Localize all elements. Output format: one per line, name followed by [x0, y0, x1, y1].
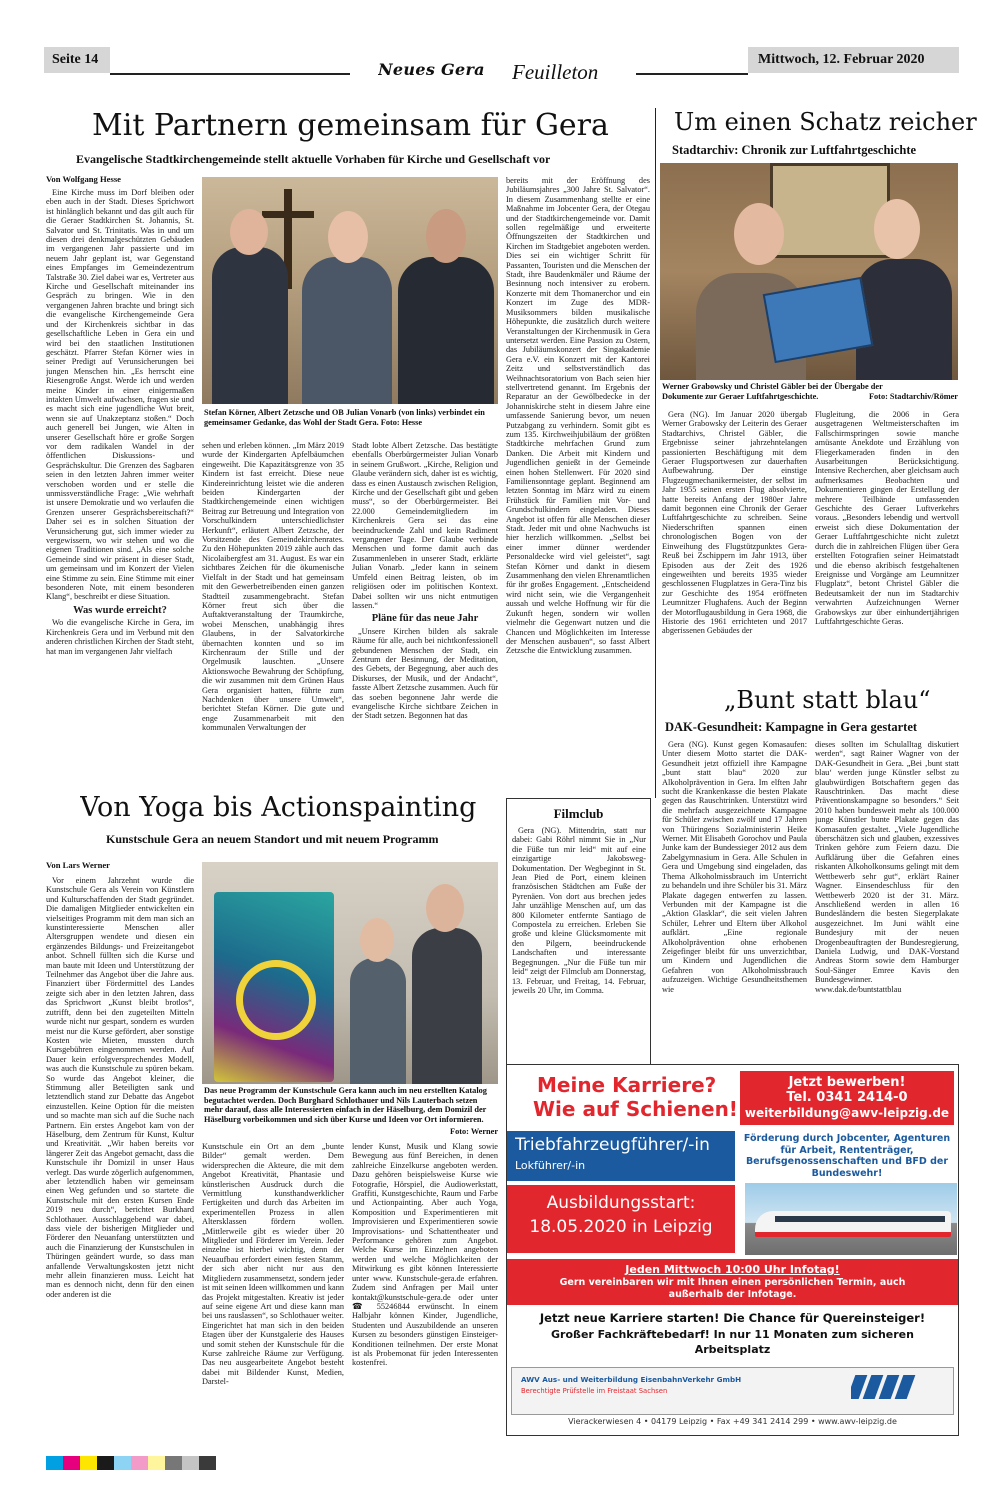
- article4-column-1: [46, 876, 194, 1438]
- color-swatch: [182, 1456, 199, 1470]
- article1-column-4: [506, 176, 650, 786]
- ad-phone: Tel. 0341 2414-0: [786, 1090, 908, 1105]
- column-rule: [655, 108, 656, 798]
- article1-text-2: sehen und erleben können. „Im März 2019 wurde der Kindergarten Apfelbäumchen eingeweiht. Die Kapazitätsgrenze von 35 Kindern ist fast erreicht. Diese neue Kindereinrichtung leistet wie die anderen beiden Kindergarten der Stadtkirchengemeinde einen wichtigen Beitrag zur Betreuung und Integration von Vorschulkindern unterschiedlichster Herkunft“, erläutert Albert Zetzsche, der Vorsitzende des Gemeindekirchenrates. Zu den Höhepunkten 2019 zähle auch das Nicolaibergfest am 31. August. Es war ein sichtbares Zeichen für die ökumenische Vielfalt in der Stadt und hat gemeinsam mit den Gewerbetreibenden einen ganzen Stadtteil zusammengebracht. Stefan Körner freut sich über die Auftaktveranstaltung der Traumkirche, wobei Menschen, unabhängig ihres Glaubens, in der Salvatorkirche übernachten konnten und so im Kirchenraum der Stille und der Orgelmusik lauschten. „Unsere Aktionswoche Bewahrung der Schöpfung, die wir zusammen mit dem Grünen Haus Gera organisiert hatten, führte zum Nachdenken über unsere Umwelt“, berichtet Stefan Körner. Die gute und enge Zusammenarbeit mit den kommunalen Verwaltungen der: [202, 441, 344, 733]
- ad-cta-title: Jetzt bewerben!: [788, 1075, 906, 1090]
- article3-column-1: [662, 740, 807, 1044]
- header-rule-left: [110, 73, 350, 75]
- article1-text-3: Stadt lobte Albert Zetzsche. Das bestätigte ebenfalls Oberbürgermeister Julian Vonarb in seinem Grußwort. „Kirche, Religion und Glaube verändern sich, daher ist es wichtig, dass es einen Austausch zwischen Religion, Kirche und der Gesellschaft gibt und geben muss“, so der Oberbürgermeister. Bei 22.000 Gemeindemitgliedern im Kirchenkreis Gera sei das eine beeindruckende Zahl und kein Radiment vergangener Tage. Der Glaube verbinde Menschen und forme damit auch das Zusammenleben in unserer Stadt, erklärte Julian Vonarb. „Jeder kann in seinem Umfeld einen Beitrag leisten, ob im religiösen oder im politischen Kontext. Dabei sollten wir uns nicht entmutigen lassen.“: [352, 441, 498, 610]
- ad-company: AWV Aus- und Weiterbildung EisenbahnVerkehr GmbH: [521, 1375, 742, 1384]
- filmclub-body: [512, 826, 646, 1066]
- article4-subhead: Kunstschule Gera an neuem Standort und mit neuem Programm: [106, 832, 439, 846]
- article2-text-2: Flugleitung, die 2006 in Gera ausgetragenen Weltmeisterschaften im Fallschirmspringen sowie manche amüsante Anekdote und Erzählung von Fliegerkameraden finden in den Ausarbeitungen Berücksichtigung. Intensive Recherchen, aber gleichsam auch aufmerksames Beobachten und Dokumentieren gingen der Erstellung der mehrere Teilbände umfassenden Geschichte des Geraer Luftverkehrs voraus. „Besonders lebendig und wertvoll erweist sich diese Dokumentation der Geraer Luftfahrtgeschichte nicht zuletzt durch die in zahlreichen Flügen über Gera erstellten Fotografien seiner Heimatstadt und die ebenso akribisch festgehaltenen Ereignisse und Vorgänge am Leumnitzer Flugplatz“, betont Christel Gäbler die Bedeutsamkeit der nun im Stadtarchiv verwahrten Aufzeichnungen Werner Grabowskys zur über einhundertjährigen Luftfahrtgeschichte Geras.: [815, 410, 959, 626]
- color-swatch: [80, 1456, 97, 1470]
- article1-column-2: [202, 441, 344, 761]
- ad-infotag: Jeden Mittwoch 10:00 Uhr Infotag!: [625, 1263, 840, 1276]
- color-swatch: [46, 1456, 63, 1470]
- article3-text-2: dieses sollten im Schulalltag diskutiert werden“, sagt Rainer Wagner von der DAK-Gesundheit in Gera. „Bei ‚bunt statt blau‘ werden junge Künstler selbst zu glaubwürdigen Botschaftern gegen das Rauschtrinken. Das macht diese Präventionskampagne so besonders.“ Seit 2010 haben bundesweit mehr als 100.000 junge Künstler bunte Plakate gegen das Komasaufen gestaltet. „Viele Jugendliche überschätzen sich und glauben, exzessives Trinken gehöre zum Feiern dazu. Die Aufklärung über die Gefahren eines riskanten Alkoholkonsums gelingt mit dem Wettbewerb sehr gut“, erklärt Rainer Wagner. Einsendeschluss für den Wettbewerb 2020 ist der 31. März. Anschließend werden in allen 16 Bundesländern die besten Siegerplakate ausgezeichnet. Im Juni wählt eine Bundesjury mit der neuen Drogenbeauftragten der Bundesregierung, Daniela Ludwig, und DAK-Vorstand Andreas Storm sowie dem Hamburger Soul-Sänger Emree Kavis den Bundesgewinner. www.dak.de/buntstattblau: [815, 740, 959, 994]
- article4-text-3: lender Kunst, Musik und Klang sowie Bewegung aus fünf Bereichen, in denen zahlreiche Einzelkurse angeboten werden. Dazu gehören beispielsweise Kurse wie Fotografie, Hörspiel, die Audiowerkstatt, Graffiti, Kunstgeschichte, Raum und Farbe und Actionpainting. Aber auch Yoga, Komposition und Experimentieren mit Improvisieren und Experimentieren sowie Improvisations- und Schattentheater und Performance gehören zum Angebot. Welche Kurse im Einzelnen angeboten werden und welche Möglichkeiten der Mitwirkung es gibt können Interessierte unter www. Kunstschule-gera.de erfahren. Zudem sind Anfragen per Mail unter kontakt@kunstschule-gera.de oder unter ☎ 55246844 erwünscht. In einem Halbjahr können Kinder, Jugendliche, Studenten und Auszubildende an unseren Kursen zu besonders günstigen Einsteiger-Konditionen teilnehmen. Der erste Monat ist als Probemonat für jeden Interessenten kostenfrei.: [352, 1142, 498, 1368]
- article2-headline: Um einen Schatz reicher: [674, 108, 977, 136]
- article1-subhead: Evangelische Stadtkirchengemeinde stellt aktuelle Vorhaben für Kirche und Gesellschaft vor: [76, 152, 551, 166]
- article4-author: Von Lars Werner: [46, 860, 110, 870]
- article4-photo: [202, 862, 498, 1084]
- section-title: Feuilleton: [512, 60, 599, 84]
- color-swatch: [199, 1456, 216, 1470]
- filmclub-text: Gera (NG). Mittendrin, statt nur dabei: Gabi Röhrl nimmt Sie in „Nur die Füße tun mir leid“ mit auf eine einzigartige Jakobsweg-Dokumentation. Der Wegbeginnt in St. Jean Pied de Port, einem kleinen französischen Städtchen am Fuße der Pyrenäen. Von dort aus brechen jedes Jahr unzählige Menschen auf, um das 800 Kilometer entfernte Santiago de Compostela zu erreichen. Erleben Sie große und kleine Glücksmomente mit den Pilgern, beeindruckende Landschaften und interessante Begegnungen. „Nur die Füße tun mir leid“ zeigt der Filmclub am Donnerstag, 13. Februar, und Freitag, 14. Februar, jeweils 20 Uhr, im Comma.: [512, 826, 646, 995]
- article2-subhead: Stadtarchiv: Chronik zur Luftfahrtgeschichte: [672, 143, 917, 157]
- article1-caption: Stefan Körner, Albert Zetzsche und OB Julian Vonarb (von links) verbindet ein gemeinsamer Gedanke, das Wohl der Stadt Gera. Foto: Hesse: [204, 408, 485, 427]
- person-silhouette: [426, 209, 466, 263]
- article2-caption: Werner Grabowsky und Christel Gäbler bei der Übergabe der Dokumente zur Geraer Luftfahrtgeschichte.: [662, 382, 883, 401]
- person-silhouette: [412, 928, 482, 1084]
- filmclub-title: Filmclub: [553, 806, 604, 821]
- article1-headline: Mit Partnern gemeinsam für Gera: [92, 108, 609, 143]
- framed-map: [770, 163, 890, 258]
- article2-photo: [660, 163, 958, 380]
- article2-text-1: Gera (NG). Im Januar 2020 übergab Werner Grabowsky der Leiterin des Geraer Stadtarchivs, Christel Gäbler, die Ergebnisse seiner jahrzehntelangen passionierten Beschäftigung mit dem Geraer Flugsportwesen zur dauerhaften Aufbewahrung. Der einstige Flugzeugmechanikermeister, der selbst im Jahr 1955 seinen ersten Flug absolvierte, hatte bereits Anfang der 1980er Jahre damit begonnen eine Chronik der Geraer Luftfahrtgeschichte zu schreiben. Seine Niederschriften spannen einen chronologischen Bogen von der Einweihung des Flugstützpunktes Gera-Reuß bei Zschippern im Jahr 1913, über Episoden aus der Zeit des 1926 eingeweihten und bereits 1935 wieder geschlossenen Flugplatzes in Gera-Tinz bis zur Geschichte des 1954 eröffneten Leumnitzer Flughafens. Auch der Beginn der Motorflugausbildung in Gera 1968, die Historie des 1961 errichteten und 2017 abgerissenen Gebäudes der: [662, 410, 807, 636]
- ad-slogan-2: Großer Fachkräftebedarf! In nur 11 Monaten zum sicheren Arbeitsplatz: [551, 1328, 914, 1356]
- ad-train-image: [745, 1183, 957, 1255]
- person-silhouette: [230, 209, 268, 255]
- color-swatch: [97, 1456, 114, 1470]
- article2-column-1: [662, 410, 807, 680]
- article1-author: Von Wolfgang Hesse: [46, 174, 121, 184]
- article4-credit: Foto: Werner: [450, 1127, 498, 1136]
- ad-job-title: Triebfahrzeugführer/-in: [515, 1135, 710, 1155]
- article3-headline: „Bunt statt blau“: [724, 686, 931, 714]
- article4-column-2: [202, 1142, 344, 1440]
- train-window-strip: [775, 1216, 945, 1222]
- article3-subhead: DAK-Gesundheit: Kampagne in Gera gestartet: [665, 720, 918, 734]
- masthead-logo: Neues Gera: [378, 60, 485, 79]
- article4-text-1: Vor einem Jahrzehnt wurde die Kunstschule Gera als Verein von Künstlern und Kulturschaffenden der Stadt gegründet. Die damaligen Mitglieder entwickelten ein vielseitiges Programm mit dem man sich an kunstinteressierte Menschen aller Altersgruppen wendete und diesen ein ergänzendes Bildungs- und Freizeitangebot anbot. Schnell füllten sich die Kurse und man baute mit Ideen und Unterstützung der Teilnehmer das Angebot über die Jahre aus. Finanziert über Fördermittel des Landes zeigte sich aber in den letzten Jahren, dass das Sprichwort „Kunst bleibt brotlos“, zutrifft, denn bei den zugeteilten Mitteln wurde nicht nur gespart, sondern es wurden meist nur die Kurse gefördert, aber sonstige Kosten wie Mieten, mussten durch Kursgebühren eingenommen werden. Auf Dauer kein erfolgversprechendes Modell, was auch die Kunstschule zu spüren bekam. So wurde das Angebot kleiner, die Stimmung aller Beteiligten sank und letztendlich stand zur Debatte das Angebot einzustellen. Keine Option für die meisten und so machte man sich auf die Suche nach Partnern. Ein erstes Angebot kam von der Häselburg, dem Zentrum für Kunst, Kultur und Kreativität. „Wir haben bereits vor längerer Zeit das Angebot gemacht, dass die Kunstschule ihr Domizil in unser Haus verlegt. Das wurde zögerlich aufgenommen, aber letztendlich haben wir gemeinsam einen Weg gefunden und so startete die Kunstschule mit den ersten Kursen Ende 2019 neu durch“, berichtet Burkhard Schlothauer. Ausschlaggebend war dabei, dass viele der bisherigen Mitglieder und Förderer den Neuanfang unterstützten und auch die Finanzierung der Kunstschulen in Thüringen geändert wurde, so dass man anfallende Verwaltungskosten jetzt nicht mehr allein finanzieren muss. Leicht hat man es dennoch nicht, denn für den einen oder anderen ist die: [46, 876, 194, 1299]
- train-icon: [755, 1211, 951, 1237]
- color-swatch: [114, 1456, 131, 1470]
- article1-photo: [202, 177, 498, 404]
- awv-logo-icon: [851, 1369, 927, 1403]
- ad-email: weiterbildung@awv-leipzig.de: [744, 1106, 950, 1120]
- cross-bar: [262, 211, 314, 218]
- poster-circle: [236, 960, 316, 1040]
- person-silhouette: [328, 211, 368, 263]
- person-silhouette: [350, 958, 406, 1084]
- ad-headline-1: Meine Karriere?: [537, 1073, 717, 1097]
- person-silhouette: [212, 247, 288, 404]
- article4-headline: Von Yoga bis Actionspainting: [80, 792, 477, 823]
- article4-caption: Das neue Programm der Kunstschule Gera kann auch im neu erstellten Katalog begutachtet werden. Doch Burghard Schlothauer und Nils Lauterbach setzen mehr darauf, dass alle Interessierten einfach in der Häselburg, dem Domizil der Häselburg vorbeikommen und sich über Kurse und Ideen vor Ort informieren.: [204, 1086, 487, 1124]
- ad-block: [506, 1064, 959, 1436]
- ad-headline-2: Wie auf Schienen!: [533, 1097, 738, 1121]
- article2-credit: Foto: Stadtarchiv/Römer: [868, 392, 958, 401]
- person-silhouette: [426, 884, 464, 932]
- article3-column-2: [815, 740, 959, 1044]
- article1-text-3b: „Unsere Kirchen bilden als sakrale Räume für alle, auch bei nichtkonfessionell gebundenen Menschen der Stadt, ein Zentrum der Besinnung, der Meditation, des Gebets, der Begegnung, aber auch des Diskurses, der Musik, und der Andacht“, fasste Albert Zetzsche zusammen. Auch für das soeben begonnene Jahr werde die evangelische Kirche sichtbare Zeichen in der Stadt setzen. Begonnen hat das: [352, 626, 498, 721]
- article2-column-2: [815, 410, 959, 680]
- article4-column-3: [352, 1142, 498, 1440]
- ad-start-2: 18.05.2020 in Leipzig: [529, 1217, 713, 1237]
- person-silhouette: [856, 259, 952, 380]
- person-silhouette: [302, 257, 392, 404]
- article1-column-3: [352, 441, 498, 761]
- article3-text-1: Gera (NG). Kunst gegen Komasaufen: Unter diesem Motto startet die DAK-Gesundheit jetzt offiziell ihre Kampagne „bunt statt blau“ 2020 zur Alkoholprävention in Gera. Im elften Jahr sucht die Krankenkasse die besten Plakate gegen das Rauschtrinken. Unterstützt wird die mehrfach ausgezeichnete Kampagne für Schüler zwischen zwölf und 17 Jahren von Thüringens Sozialministerin Heike Werner. Mit Elisabeth Gorochov und Paula Junke kam der Bundessieger 2012 aus dem Zabelgymnasium in Gera. Alle Schulen in Gera und Umgebung sind eingeladen, das Thema Alkoholmissbrauch im Unterricht zu behandeln und ihre Schüler bis 31. März Plakate dagegen entwerfen zu lassen. Verbunden mit der Kampagne ist die „Aktion Glasklar“, die seit vielen Jahren Schüler, Lehrer und Eltern über Alkohol aufklärt. „Eine regionale Alkoholprävention ohne erhobenen Zeigefinger bleibt für uns unverzichtbar, um Kindern und Jugendlichen die Gefahren von Alkoholmissbrauch aufzuzeigen. Wichtige Gesundheitsthemen wie: [662, 740, 807, 994]
- article1-heading-1: Was wurde erreicht?: [73, 604, 167, 616]
- ad-job-sub: Lokführer/-in: [515, 1159, 586, 1172]
- ad-infotag-sub: Gern vereinbaren wir mit Ihnen einen persönlichen Termin, auch außerhalb der Infotage.: [559, 1277, 906, 1300]
- print-color-bar: [46, 1456, 216, 1470]
- person-silhouette: [734, 203, 784, 265]
- header-rule-right: [636, 73, 748, 75]
- article4-text-2: Kunstschule ein Ort an dem „bunte Bilder“ gemalt werden. Dem widersprechen die Akteure, die mit dem Angebot Kreativität, Phantasie und künstlerischen Ausdruck durch die Vermittlung kunsthandwerklicher Fertigkeiten und durch das Arbeiten im experimentellen Prozess in allen Altersklassen fördern wollen. „Mittlerweile gibt es wieder über 20 Mitglieder und Förderer im Verein. Jeder einzelne ist hierbei wichtig, denn der Neuaufbau erfordert einen festen Stamm, der sich aber nicht nur aus den Mitgliedern zusammensetzt, sondern jeder ist mit seinen Ideen willkommen und kann das Projekt mitgestalten. Kreativ ist jeder auf seine eigene Art und diese kann man bei uns rauslassen“, so Schlothauer weiter. Eingerichtet hat man sich in den beiden Etagen über der Kunstgalerie des Hauses und somit stehen der Kunstschule für die Kurse zahlreiche Räume zur Verfügung. Das neu ausgearbeitete Angebot besteht dabei mit Bildender Kunst, Medien, Darstel-: [202, 1142, 344, 1387]
- ad-address: Vierackerwiesen 4 • 04179 Leipzig • Fax +49 341 2414 299 • www.awv-leipzig.de: [568, 1417, 897, 1426]
- ad-slogan-1: Jetzt neue Karriere starten! Die Chance für Quereinsteiger!: [539, 1311, 926, 1325]
- person-silhouette: [874, 199, 920, 259]
- ad-certified: Berechtigte Prüfstelle im Freistaat Sachsen: [521, 1387, 668, 1395]
- ad-funding: Förderung durch Jobcenter, Agenturen für Arbeit, Rententräger, Berufsgenossenschaften und BFD der Bundeswehr!: [743, 1133, 951, 1179]
- article1-text-1: Eine Kirche muss im Dorf bleiben oder eben auch in der Stadt. Dieses Sprichwort ist hinlänglich bekannt und das gilt auch für die Geraer Stadtkirchen St. Johannis, St. Salvator und St. Trinitatis. Was in und um diesen drei denkmalgeschützten Gebäuden im vergangenen Jahr passierte und im neuem Jahr geplant ist, war Gegenstand eines Empfanges im Gemeindezentrum Talstraße 30. Ziel dabei war es, Vertreter aus Kirche und Gesellschaft miteinander ins Gespräch zu bringen. Wie in den vergangenen Jahren brachte und bringt sich die evangelische Kirchengemeinde Gera und der Kirchenkreis sichtbar in das gesellschaftliche Leben in Gera ein und wird bei den staatlichen Institutionen geschätzt. Pfarrer Stefan Körner wies in seiner Predigt auf Verunsicherungen bei jungen Menschen hin. „Es herrscht eine Riesengroße Angst. Werde ich und werden meine Kinder in einer einigermaßen intakten Umwelt aufwachsen, fragen sie und es macht sich eine jugendliche Wut breit, wenn sie auf Unakzeptanz stoßen.“ Doch auch generell bei Jungen, wie Alten in unserer Gesellschaft höre er große Sorgen vor dem radikalen Wandel in der öffentlichen Diskussions- und Gesprächskultur. Die Grenzen des Sagbaren seien in den letzten Jahren immer weiter verschoben worden und er stelle die unmissverständliche Frage: „Wie wehrhaft ist unsere Demokratie und wo verlaufen die Grenzen unserer Gesprächsbereitschaft?“ Daher sei es in solchen Situation der Verunsicherung gut, sich immer wieder zu vergewissern, wo wir stehen und wo die eigenen Traditionen sind. „Als eine solche Gemeinde sind wir präsent in dieser Stadt, um gemeinsam und im Konzert der Vielen eine Stimme zu sein. Eine Stimme mit einer besonderen Note, mit einem besonderen Klang“, beschreibt er diese Situation.: [46, 188, 194, 602]
- person-silhouette: [360, 918, 394, 962]
- ad-start-1: Ausbildungsstart:: [546, 1193, 696, 1213]
- article1-text-4: bereits mit der Eröffnung des Jubiläumsjahres „300 Jahre St. Salvator“. In diesem Zusammenhang stellte er eine Maßnahme im Jobcenter Gera, der Otegau und der Stadtkirchengemeinde vor. Damit sollen regelmäßige und erweiterte Öffnungszeiten der Stadtkirchen und Kirchen im Stadtgebiet angeboten werden. Dies sei ein wichtiger Schritt für Passanten, Touristen und die Menschen der Stadt, ihre Baudenkmäler und Räume der Besinnung noch intensiver zu erobern. Konzerte mit dem Thomanerchor und ein Konzert im Zuge des MDR-Musiksommers bilden musikalische Höhepunkte, die zusätzlich durch weitere Veranstaltungen der Kirchenmusik in Gera untersetzt werden. Eine Passion zu Ostern, das Jubiläumskonzert der Singakademie Gera e.V. ein Konzert mit der Kantorei Zeitz und selbstverständlich das Weihnachtsoratorium von Bach seien hier stellvertretend genannt. Im Ergebnis der Reparatur an der Gewölbedecke in der Johanniskirche steht in diesem Jahre eine umfassende Sanierung bevor, um neuen Putzabgang zu verhindern. Somit gibt es zum 135. Kirchweihjubiläum der größten Stadtkirche mehrfachen Grund zum Danken. Die Arbeit mit Kindern und Jugendlichen genießt in der Gemeinde einen hohen Stellenwert. Für 2020 sind Familiensonntage geplant. Beginnend am letzten Sonntag im März wird zu einem Frühstück für Familien mit Vor- und Grundschulkindern eingeladen. Dieses Angebot ist offen für alle Menschen dieser Stadt. Jeder mit und ohne Nachwuchs ist hier herzlich willkommen. „Selbst bei einer immer dünner werdender Personaldecke wird viel geleistet“, sagt Stefan Körner und dankt in diesem Zusammenhang den vielen Ehrenamtlichen für ihr großes Engagement. „Entscheidend wird nicht sein, wie die Vergangenheit aussah und welche Hoffnung wir für die Zukunft hegen, sondern wir wollen vielmehr die Gegenwart nutzen und die Chancen und Möglichkeiten im Interesse der Menschen ausbauen“, so fasst Albert Zetzsche die Entwicklung zusammen.: [506, 176, 650, 656]
- color-swatch: [148, 1456, 165, 1470]
- article1-heading-3: Pläne für das neue Jahr: [371, 613, 479, 625]
- color-swatch: [63, 1456, 80, 1470]
- article1-text-1b: Wo die evangelische Kirche in Gera, im Kirchenkreis Gera und im Verbund mit den anderen christlichen Kirchen der Stadt steht, hat man im vergangenen Jahr vielfach: [46, 618, 194, 656]
- page-date: Mittwoch, 12. Februar 2020: [758, 52, 925, 67]
- article1-column-1: [46, 188, 194, 760]
- person-silhouette: [398, 257, 494, 404]
- color-swatch: [165, 1456, 182, 1470]
- page-number: Seite 14: [52, 52, 99, 67]
- color-swatch: [131, 1456, 148, 1470]
